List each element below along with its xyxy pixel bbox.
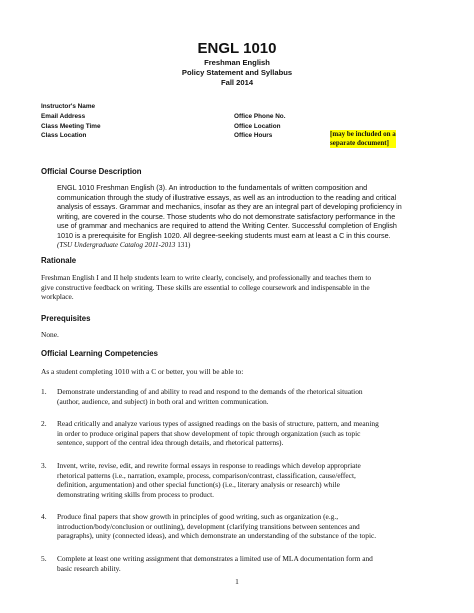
description-line: communication through the study of illustrative essays, as well as an introduction to the reading and critical — [57, 192, 397, 202]
catalog-page: 131) — [175, 240, 191, 249]
description-line: 1010 is a prerequisite for English 1020. All degree-seeking students must earn at least a C in this course. — [57, 230, 391, 240]
office-hours-label: Office Hours — [234, 132, 273, 139]
list-item-line: Complete at least one writing assignment that demonstrates a limited use of MLA documentation form and — [57, 554, 373, 563]
list-item — [57, 419, 437, 448]
list-item — [57, 512, 437, 541]
course-title: ENGL 1010 — [197, 40, 277, 57]
catalog-citation — [57, 241, 457, 251]
list-number: 1. — [41, 387, 47, 396]
rationale-heading: Rationale — [41, 256, 77, 265]
list-number: 5. — [41, 554, 47, 563]
list-item-line: Produce final papers that show growth in principles of good writing, such as organization (e.g., — [57, 512, 339, 521]
description-line: ENGL 1010 Freshman English (3). An introduction to the fundamentals of written composition and — [57, 183, 368, 192]
list-item-line: Read critically and analyze various types of assigned readings on the basis of structure, pattern, and meaning — [57, 419, 379, 428]
course-name: Freshman English — [204, 58, 270, 67]
competencies-intro: As a student completing 1010 with a C or better, you will be able to: — [41, 367, 244, 376]
list-item-line: basic research ability. — [57, 563, 121, 573]
list-item-line: Invent, write, revise, edit, and rewrite formal essays in response to readings which develop appropriate — [57, 461, 361, 470]
description-heading: Official Course Description — [41, 167, 142, 176]
list-number: 2. — [41, 419, 47, 428]
note-line-1: [may be included on a — [330, 130, 396, 138]
catalog-title: (TSU Undergraduate Catalog 2011-2013 — [57, 240, 176, 249]
term: Fall 2014 — [220, 78, 254, 87]
email-label: Email Address — [41, 113, 86, 120]
office-location-label: Office Location — [234, 123, 281, 130]
office-phone-label: Office Phone No. — [234, 113, 286, 120]
rationale-text — [41, 273, 461, 302]
separate-document-note — [330, 130, 396, 148]
list-item-line: paragraphs), unity (connected ideas), and which demonstrate an understanding of the substance of the topic. — [57, 531, 377, 541]
description-line: use of grammar and mechanics are required to attend the Writing Center. Successful completion of English — [57, 221, 397, 231]
list-item-line: introduction/body/conclusion or outlining), development (clarifying transitions between sentences and — [57, 521, 360, 531]
note-line-2: separate document] — [330, 139, 389, 147]
list-item — [57, 387, 437, 406]
list-item — [57, 461, 437, 499]
list-item-line: demonstrating writing skills from process to product. — [57, 489, 215, 499]
prerequisites-text: None. — [41, 330, 59, 339]
list-item-line: definition, argumentation) and other special function(s) (i.e., literary analysis or research) while — [57, 480, 340, 490]
meeting-time-label: Class Meeting Time — [41, 123, 101, 130]
list-number: 4. — [41, 512, 47, 521]
page-number: 1 — [235, 577, 239, 586]
class-location-label: Class Location — [41, 132, 87, 139]
list-item-line: rhetorical patterns (i.e., narration, example, process, comparison/contrast, classification, cause/effect, — [57, 470, 356, 480]
list-item-line: Demonstrate understanding of and ability to read and respond to the demands of the rhetorical situation — [57, 387, 363, 396]
description-line: analysis of essays. Grammar and mechanics, insofar as they are an integral part of developing proficiency in — [57, 202, 402, 212]
list-number: 3. — [41, 461, 47, 470]
rationale-line: give constructive feedback on writing. These skills are essential to college coursework and indispensable in the — [41, 282, 370, 292]
competencies-heading: Official Learning Competencies — [41, 349, 158, 358]
list-item — [57, 554, 437, 573]
instructor-name-label: Instructor's Name — [41, 103, 96, 110]
rationale-line: workplace. — [41, 292, 74, 302]
prerequisites-heading: Prerequisites — [41, 314, 91, 323]
list-item-line: (author, audience, and subject) in both oral and written communication. — [57, 396, 269, 406]
document-type: Policy Statement and Syllabus — [181, 68, 293, 77]
course-description — [57, 183, 457, 250]
list-item-line: in order to produce original papers that show development of topic through organization (such as topic — [57, 428, 361, 438]
list-item-line: sentence, support of the central idea through details, and rhetorical patterns). — [57, 438, 284, 448]
description-line: writing, are covered in the course. Those students who do not demonstrate satisfactory performance in the — [57, 211, 396, 221]
rationale-line: Freshman English I and II help students learn to write clearly, concisely, and professionally and teaches them to — [41, 273, 372, 282]
